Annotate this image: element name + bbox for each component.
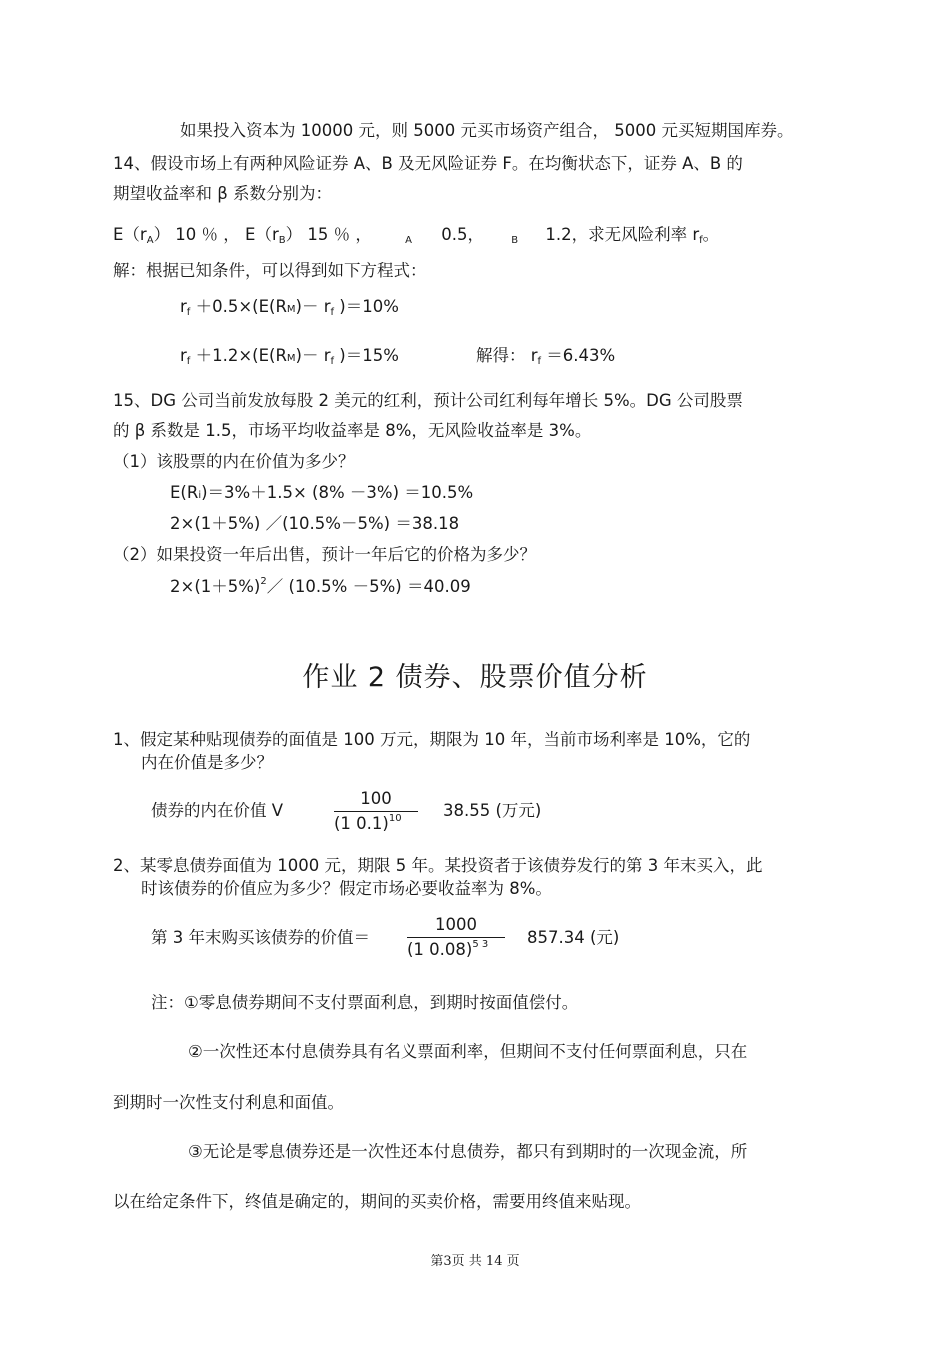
equation-1 — [180, 296, 399, 321]
subscript: f — [186, 356, 191, 367]
superscript: 2 — [260, 576, 267, 587]
text: E（r — [113, 225, 147, 244]
subscript: f — [330, 307, 335, 318]
given-values — [113, 224, 719, 249]
formula-result: 857.34 (元) — [527, 928, 620, 947]
text-line: 到期时一次性支付利息和面值。 — [113, 1093, 344, 1112]
formula-label: 第 3 年末购买该债券的价值＝ — [151, 928, 370, 947]
text-line: 时该债券的价值应为多少？假定市场必要收益率为 8%。 — [141, 879, 552, 898]
question-1: （1）该股票的内在价值为多少？ — [113, 452, 355, 471]
equation-2 — [180, 345, 399, 370]
text: )－ r — [295, 297, 331, 316]
text: ＋1.2×(E(R — [190, 346, 287, 365]
fraction-bar — [334, 811, 418, 812]
text: 2×(1＋5%) — [170, 577, 261, 596]
subscript: f — [699, 235, 703, 246]
text: E(R — [170, 483, 199, 502]
denominator — [407, 939, 505, 964]
text: ） 10 ％ ， E（r — [153, 225, 279, 244]
page-footer: 第3页 共 14 页 — [430, 1254, 520, 1269]
text-line: 期望收益率和 β 系数分别为： — [113, 184, 333, 203]
subscript: B — [278, 235, 286, 246]
section-title: 作业 2 债券、股票价值分析 — [302, 662, 648, 693]
text: )＝10% — [334, 297, 399, 316]
subscript: f — [537, 356, 542, 367]
fraction — [407, 914, 505, 964]
note-2: ②一次性还本付息债券具有名义票面利率，但期间不支付任何票面利息，只在 — [188, 1042, 748, 1061]
fraction-bar — [407, 937, 505, 938]
text: r — [180, 346, 187, 365]
denominator — [334, 813, 418, 838]
text-line: 的 β 系数是 1.5，市场平均收益率是 8%，无风险收益率是 3%。 — [113, 421, 592, 440]
text: (1 0.1) — [334, 814, 389, 833]
text: )＝3%＋1.5× (8% －3%) ＝10.5% — [201, 483, 474, 502]
formula-result: 38.55 (万元) — [443, 801, 542, 820]
exponent: 5 3 — [472, 939, 489, 950]
problem-15: 15、DG 公司当前发放每股 2 美元的红利，预计公司红利每年增长 5%。DG 公司股票 — [113, 391, 743, 410]
text: )＝15% — [334, 346, 399, 365]
calc-line: 2×(1＋5%) ／(10.5%－5%) ＝38.18 — [170, 514, 460, 533]
text: ＝6.43% — [541, 346, 616, 365]
text-line: 以在给定条件下，终值是确定的，期间的买卖价格，需要用终值来贴现。 — [113, 1192, 641, 1211]
subscript: M — [286, 353, 296, 364]
formula-label: 债券的内在价值 V — [151, 801, 284, 820]
problem-2: 2、某零息债券面值为 1000 元，期限 5 年。某投资者于该债券发行的第 3 年末买入，此 — [113, 856, 763, 875]
problem-14: 14、假设市场上有两种风险证券 A、B 及无风险证券 F。在均衡状态下，证券 A、B 的 — [113, 154, 743, 173]
numerator: 100 — [360, 789, 392, 808]
question-2: （2）如果投资一年后出售，预计一年后它的价格为多少？ — [113, 545, 536, 564]
text: ） 15 ％ ， — [285, 225, 372, 244]
text: (1 0.08) — [407, 940, 473, 959]
text: 1.2，求无风险利率 r — [545, 225, 700, 244]
calc-line — [170, 482, 473, 507]
calc-line — [170, 576, 471, 601]
text: )－ r — [295, 346, 331, 365]
text: r — [180, 297, 187, 316]
solution — [476, 345, 615, 370]
text: 。 — [702, 225, 720, 244]
subscript: M — [286, 304, 296, 315]
problem-1: 1、假定某种贴现债券的面值是 100 万元，期限为 10 年，当前市场利率是 10%，它的 — [113, 730, 751, 749]
subscript: f — [330, 356, 335, 367]
subscript: i — [198, 490, 202, 501]
text: 解得： r — [476, 346, 538, 365]
text-line: 内在价值是多少？ — [141, 753, 273, 772]
subscript: A — [146, 235, 154, 246]
text: ＋0.5×(E(R — [190, 297, 287, 316]
subscript: f — [186, 307, 191, 318]
numerator: 1000 — [435, 915, 477, 934]
beta-label-a: A — [405, 235, 412, 246]
note-3: ③无论是零息债券还是一次性还本付息债券，都只有到期时的一次现金流，所 — [188, 1142, 748, 1161]
note-1: 注：①零息债券期间不支付票面利息，到期时按面值偿付。 — [151, 993, 579, 1012]
exponent: 10 — [388, 813, 402, 824]
beta-label-b: B — [511, 235, 519, 246]
text: ／ (10.5% －5%) ＝40.09 — [266, 577, 471, 596]
fraction — [334, 788, 418, 838]
text-line: 如果投入资本为 10000 元，则 5000 元买市场资产组合， 5000 元买短期国库券。 — [180, 121, 794, 140]
text-line: 解：根据已知条件，可以得到如下方程式： — [113, 261, 427, 280]
text: 0.5， — [441, 225, 484, 244]
